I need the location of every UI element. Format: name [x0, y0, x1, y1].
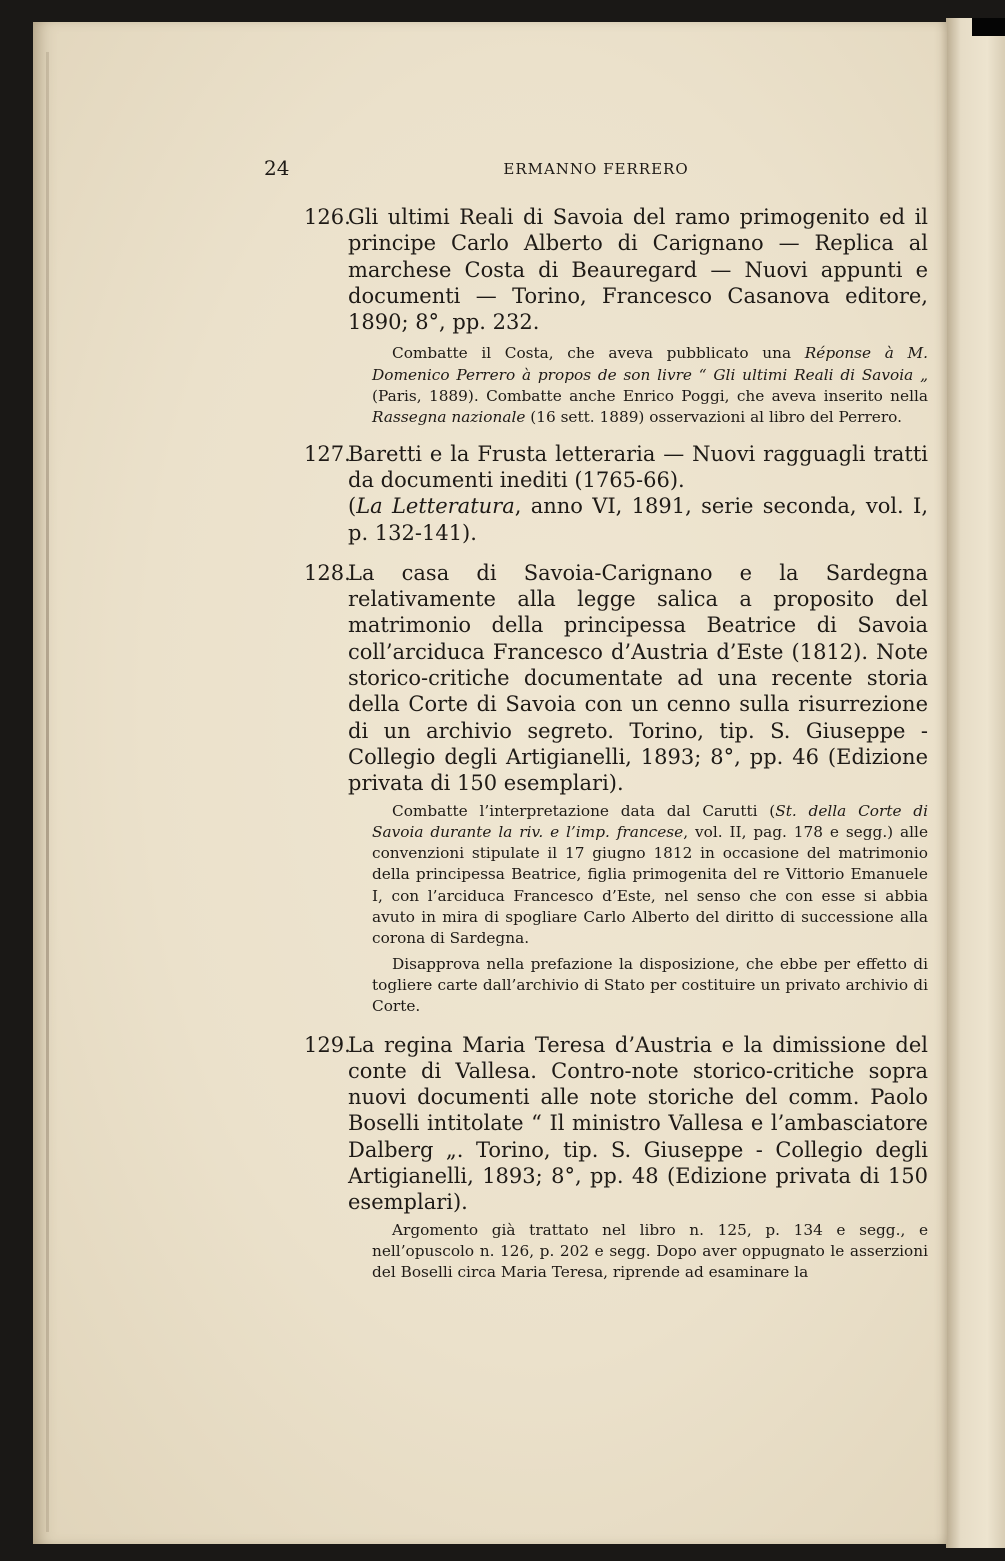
running-head	[264, 134, 928, 180]
entry-number: 129.	[304, 1032, 351, 1057]
page-content	[264, 134, 928, 1283]
entry-title	[264, 441, 928, 494]
header-author: ERMANNO FERRERO	[503, 160, 689, 178]
bibliography-entry-126	[264, 204, 928, 429]
note-text: Argomento già trattato nel libro n. 125, p. 134 e segg., e nell’opuscolo n. 126, p. 202 e segg. Dopo aver oppugnato le asserzioni del Boselli circa Maria Teresa, riprende ad esaminare la	[372, 1220, 928, 1282]
entry-number: 127.	[304, 441, 351, 466]
entry-number: 126.	[304, 205, 351, 229]
note-text: Disapprova nella prefazione la disposizione, che ebbe per effetto di togliere carte dall’archivio di Stato per costituire un privato archivio di Corte.	[372, 954, 928, 1016]
note-text: , vol. II, pag. 178 e segg.) alle convenzioni stipulate il 17 giugno 1812 in occasione del matrimonio della principessa Beatrice, figlia primogenita del re Vittorio Emanuele I, con l’arciduca Francesco d’Este, nel senso che con esse si abbia avuto in mira di spogliare Carlo Alberto del diritto di successione alla corona di Sardegna.	[372, 822, 929, 948]
scan-corner-tab	[972, 18, 1005, 36]
note-text: (Paris, 1889). Combatte anche Enrico Poggi, che aveva inserito nella	[372, 387, 928, 406]
pub-text: , anno VI, 1891, serie seconda, vol. I, p. 132-141).	[348, 494, 928, 545]
note-text: Combatte l’interpretazione data dal Carutti (	[392, 801, 776, 820]
pub-italic: La Letteratura	[356, 494, 515, 519]
entry-title-text: Baretti e la Frusta letteraria — Nuovi ragguagli tratti da documenti inediti (1765-66).	[348, 441, 928, 492]
note-italic: St. della Corte di Savoia durante la riv. e l’imp. francese	[372, 801, 928, 841]
bibliography-entry-127	[264, 441, 928, 546]
entry-number: 128.	[304, 560, 351, 585]
note-italic: Réponse à M. Domenico Perrero à propos de son livre “ Gli ultimi Reali di Savoia „	[372, 344, 928, 384]
page-number: 24	[264, 156, 290, 180]
entry-title-text: La casa di Savoia-Carignano e la Sardegna relativamente alla legge salica a proposito del matrimonio della principessa Beatrice di Savoia coll’arciduca Francesco d’Austria d’Este (1812). Note storico-critiche documentate ad una recente storia della Corte di Savoia con un cenno sulla risurrezione di un archivio segreto. Torino, tip. S. Giuseppe - Collegio degli Artigianelli, 1893; 8°, pp. 46 (Edizione privata di 150 esemplari).	[348, 560, 928, 796]
page-gutter-shadow	[46, 52, 49, 1532]
entry-title	[264, 1032, 928, 1216]
bibliography-entry-129	[264, 1032, 928, 1284]
note-italic: Rassegna nazionale	[372, 408, 526, 427]
entry-publication	[348, 493, 928, 546]
entry-note	[372, 954, 928, 1018]
facing-page-edge	[946, 18, 1005, 1548]
note-text: Combatte il Costa, che aveva pubblicato una	[392, 344, 805, 363]
entry-title	[264, 204, 928, 335]
note-text: (16 sett. 1889) osservazioni al libro del Perrero.	[525, 408, 902, 427]
entry-title-text: La regina Maria Teresa d’Austria e la dimissione del conte di Vallesa. Contro-note storico-critiche sopra nuovi documenti alle note storiche del comm. Paolo Boselli intitolate “ Il ministro Vallesa e l’ambasciatore Dalberg „. Torino, tip. S. Giuseppe - Collegio degli Artigianelli, 1893; 8°, pp. 48 (Edizione privata di 150 esemplari).	[348, 1032, 928, 1215]
bibliography-entry-128	[264, 560, 928, 1018]
entry-note	[372, 343, 928, 428]
entry-title-text: Gli ultimi Reali di Savoia del ramo primogenito ed il principe Carlo Alberto di Carignano — Replica al marchese Costa di Beauregard — Nuovi appunti e documenti — Torino, Francesco Casanova editore, 1890; 8°, pp. 232.	[348, 205, 928, 335]
entry-note	[372, 1220, 928, 1284]
entry-note	[372, 801, 928, 950]
pub-text: (	[348, 494, 357, 519]
entry-title	[264, 560, 928, 797]
